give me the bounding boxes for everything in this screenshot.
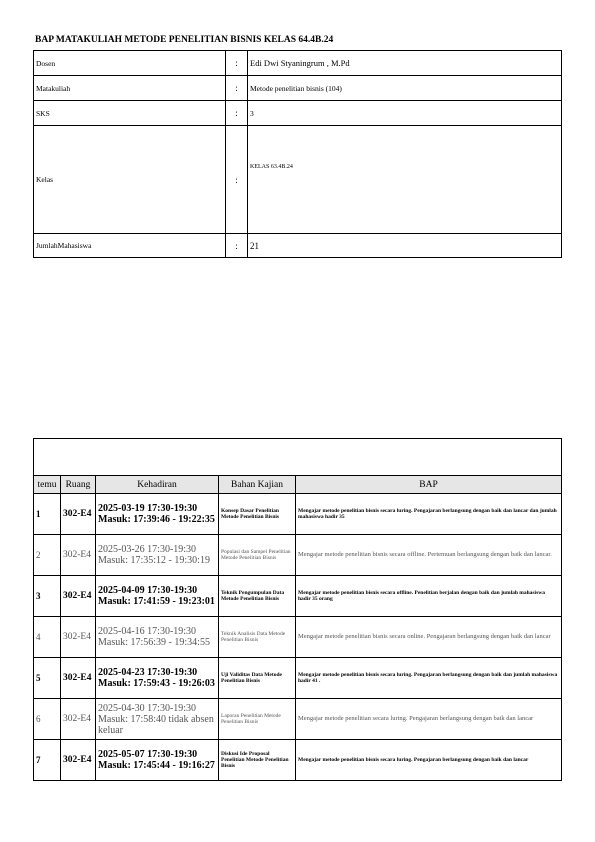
colon: : [226, 51, 248, 76]
info-row-sks [34, 101, 562, 126]
cell-bap: Mengajar metode penelitian bisnis secara luring. Pengajaran berlangsung dengan baik dan lancar dan jumlah mahasiswa hadir 35 [296, 494, 562, 535]
cell-ruang: 302-E4 [61, 494, 96, 535]
cell-temu: 3 [34, 576, 61, 617]
cell-ruang: 302-E4 [61, 535, 96, 576]
jumlah-label: JumlahMahasiswa [34, 234, 226, 258]
colon: : [226, 76, 248, 101]
cell-kehadiran: 2025-03-19 17:30-19:30 Masuk: 17:39:46 - 19:22:35 [96, 494, 219, 535]
course-info-table [33, 50, 562, 258]
table-row [34, 494, 562, 535]
info-row-matakuliah [34, 76, 562, 101]
cell-bahan: Laporan Penelitian Metode Penelitian Bisnis [219, 699, 296, 740]
matakuliah-value: Metode penelitian bisnis (104) [248, 76, 562, 101]
sks-label: SKS [34, 101, 226, 126]
kelas-value: KELAS 63.4B.24 [248, 126, 562, 234]
cell-ruang: 302-E4 [61, 576, 96, 617]
matakuliah-label: Matakuliah [34, 76, 226, 101]
cell-ruang: 302-E4 [61, 617, 96, 658]
cell-bahan: Populasi dan Sampel Penelitian Metode Penelitian Bisnis [219, 535, 296, 576]
cell-ruang: 302-E4 [61, 699, 96, 740]
col-kehadiran: Kehadiran [96, 476, 219, 494]
info-row-jumlah [34, 234, 562, 258]
cell-temu: 6 [34, 699, 61, 740]
cell-bap: Mengajar metode penelitian bisnis secara online. Pengajaran berlangsung dengan baik dan lancar [296, 617, 562, 658]
cell-temu: 2 [34, 535, 61, 576]
info-row-dosen [34, 51, 562, 76]
document-title: BAP MATAKULIAH METODE PENELITIAN BISNIS KELAS 64.4B.24 [35, 35, 334, 45]
cell-bap: Mengajar metode penelitian bisnis secara offline. Penelitian berjalan dengan baik dan jumlah mahasiswa hadir 35 orang [296, 576, 562, 617]
cell-temu: 1 [34, 494, 61, 535]
cell-kehadiran: 2025-04-16 17:30-19:30 Masuk: 17:56:39 - 19:34:55 [96, 617, 219, 658]
cell-bap: Mengajar metode penelitian bisnis secara luring. Pengajaran berlangsung dengan baik dan lancar [296, 740, 562, 781]
dosen-value: Edi Dwi Styaningrum , M.Pd [248, 51, 562, 76]
cell-bahan: Diskusi Ide Proposal Penelitian Metode Penelitian Bisnis [219, 740, 296, 781]
cell-kehadiran: 2025-04-30 17:30-19:30 Masuk: 17:58:40 tidak absen keluar [96, 699, 219, 740]
jumlah-value: 21 [248, 234, 562, 258]
colon: : [226, 234, 248, 258]
attendance-header-box [33, 438, 562, 476]
cell-ruang: 302-E4 [61, 658, 96, 699]
cell-bahan: Konsep Dasar Penelitian Metode Penelitian Bisnis [219, 494, 296, 535]
cell-bap: Mengajar metode penelitian secara luring. Pengajaran berlangsung dengan baik dan lancar [296, 699, 562, 740]
col-bap: BAP [296, 476, 562, 494]
col-bahan-kajian: Bahan Kajian [219, 476, 296, 494]
colon: : [226, 126, 248, 234]
cell-temu: 4 [34, 617, 61, 658]
dosen-label: Dosen [34, 51, 226, 76]
cell-bahan: Teknik Pengumpulan Data Metode Penelitian Bisnis [219, 576, 296, 617]
cell-bahan: Teknik Analisis Data Metode Penelitian Bisnis [219, 617, 296, 658]
info-row-kelas [34, 126, 562, 234]
sks-value: 3 [248, 101, 562, 126]
colon: : [226, 101, 248, 126]
table-row [34, 576, 562, 617]
table-row [34, 740, 562, 781]
table-row [34, 658, 562, 699]
cell-temu: 7 [34, 740, 61, 781]
attendance-table [33, 475, 562, 781]
table-row [34, 535, 562, 576]
cell-ruang: 302-E4 [61, 740, 96, 781]
kelas-label: Kelas [34, 126, 226, 234]
table-row [34, 617, 562, 658]
col-ruang: Ruang [61, 476, 96, 494]
cell-kehadiran: 2025-05-07 17:30-19:30 Masuk: 17:45:44 - 19:16:27 [96, 740, 219, 781]
cell-kehadiran: 2025-03-26 17:30-19:30 Masuk: 17:35:12 - 19:30:19 [96, 535, 219, 576]
attendance-header-row [34, 476, 562, 494]
cell-kehadiran: 2025-04-23 17:30-19:30 Masuk: 17:59:43 - 19:26:03 [96, 658, 219, 699]
cell-bap: Mengajar metode penelitian bisnis secara luring. Pengajaran berlangsung dengan baik dan jumlah mahasiswa hadir 41 . [296, 658, 562, 699]
cell-kehadiran: 2025-04-09 17:30-19:30 Masuk: 17:41:59 - 19:23:01 [96, 576, 219, 617]
cell-bahan: Uji Validitas Data Metode Penelitian Bisnis [219, 658, 296, 699]
col-temu: temu [34, 476, 61, 494]
cell-bap: Mengajar metode penelitian bisnis secara offline. Pertemuan berlangsung dengan baik dan lancar. [296, 535, 562, 576]
table-row [34, 699, 562, 740]
cell-temu: 5 [34, 658, 61, 699]
